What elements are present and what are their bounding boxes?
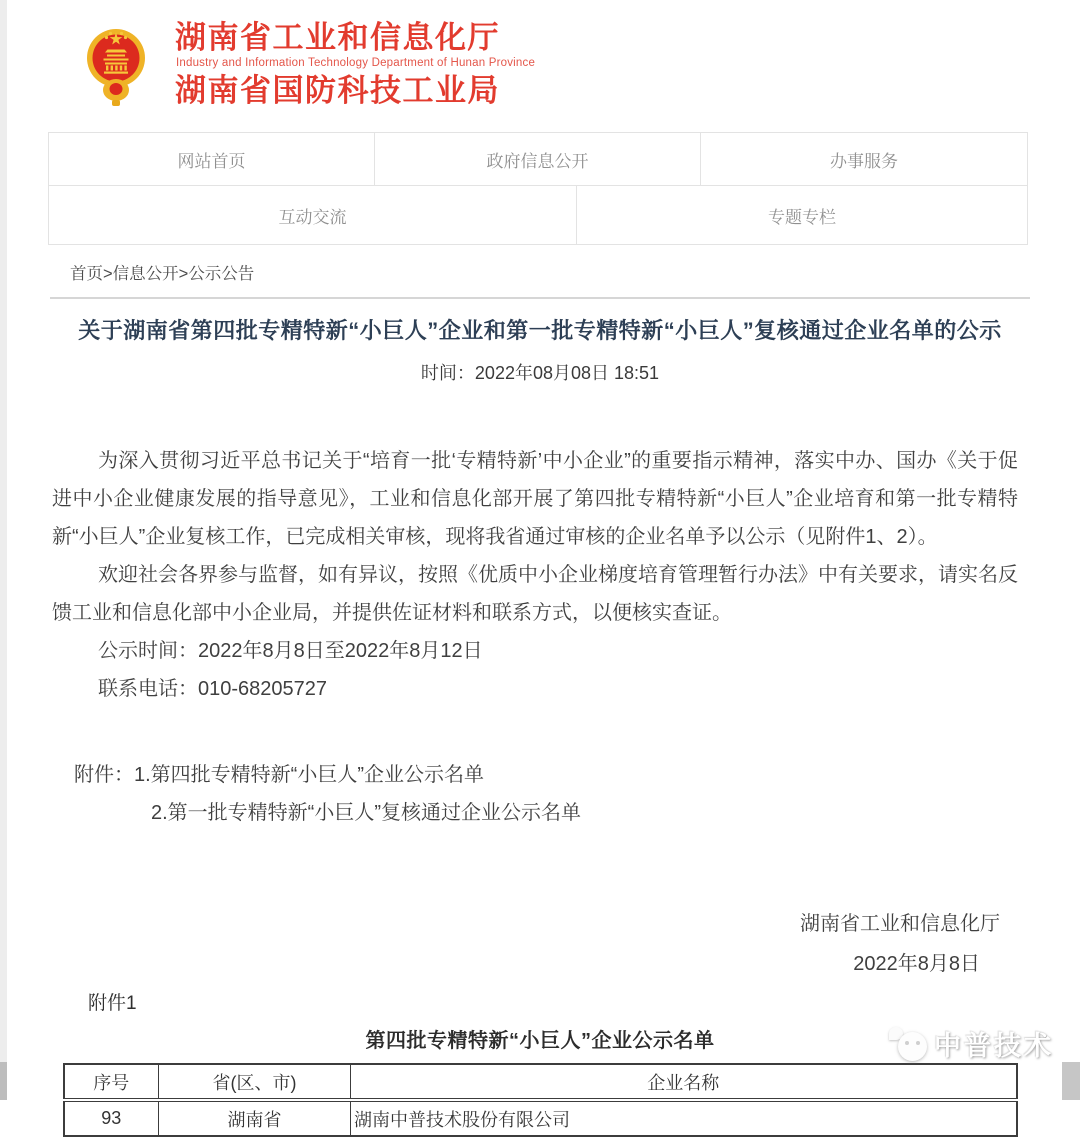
main-nav [48,132,1028,245]
attachment-list [52,756,1018,832]
breadcrumb[interactable]: 首页>信息公开>公示公告 [70,265,255,283]
nav-row-2 [49,186,1027,245]
org-name-english: Industry and Information Technology Department of Hunan Province [176,56,536,69]
org-name-line1: 湖南省工业和信息化厅 [175,19,500,55]
cell-province: 湖南省 [159,1100,351,1136]
nav-item-services[interactable]: 办事服务 [829,151,898,171]
cell-index: 93 [64,1100,159,1136]
col-header-company: 企业名称 [351,1064,1017,1100]
org-name-line2: 湖南省国防科技工业局 [175,73,500,109]
nav-item-gov-info[interactable]: 政府信息公开 [375,133,701,185]
attachment-item-2: 2.第一批专精特新“小巨人”复核通过企业公示名单 [151,802,581,824]
table-title: 第四批专精特新“小巨人”企业公示名单 [365,1030,715,1052]
chat-bubble-logo-icon [889,1027,927,1061]
attachment-item-1: 附件：1.第四批专精特新“小巨人”企业公示名单 [74,764,484,786]
table-row [64,1100,1017,1136]
article-body [52,442,1028,984]
left-edge-block [0,1062,7,1100]
contact-phone: 联系电话：010-68205727 [98,678,328,700]
national-emblem-icon [85,20,147,108]
signature-block [52,904,1000,984]
col-header-index: 序号 [64,1064,159,1100]
table-header-row [64,1064,1017,1100]
watermark-text: 中普技术 [934,1031,1054,1061]
paragraph-1: 为深入贯彻习近平总书记关于“培育一批‘专精特新’中小企业”的重要指示精神，落实中办、国办《关于促进中小企业健康发展的指导意见》，工业和信息化部开展了第四批专精特新“小巨人”企业培育和第一批专精特新“小巨人”企业复核工作，已完成相关审核，现将我省通过审核的企业名单予以公示（见附件1、2）。 [52,450,1018,548]
col-header-province: 省(区、市) [159,1064,351,1100]
paragraph-2: 欢迎社会各界参与监督，如有异议，按照《优质中小企业梯度培育管理暂行办法》中有关要求，请实名反馈工业和信息化部中小企业局，并提供佐证材料和联系方式，以便核实查证。 [52,564,1018,624]
nav-item-home[interactable]: 网站首页 [49,133,375,185]
nav-item-special-columns[interactable]: 专题专栏 [768,207,837,227]
signature-org: 湖南省工业和信息化厅 [800,913,1000,935]
page-title: 关于湖南省第四批专精特新“小巨人”企业和第一批专精特新“小巨人”复核通过企业名单的公示 [78,318,1002,343]
company-table [63,1063,1018,1137]
attachment1-label: 附件1 [88,993,137,1014]
nav-row-1 [49,133,1027,186]
publish-time: 时间：2022年08月08日 18:51 [420,363,660,383]
breadcrumb-bar [50,245,1030,299]
signature-date: 2022年8月8日 [853,953,980,975]
page-left-edge [0,0,7,1100]
nav-item-interaction[interactable]: 互动交流 [49,186,577,244]
cell-company-name: 湖南中普技术股份有限公司 [351,1100,1017,1136]
watermark [889,1024,1054,1063]
site-header [0,0,1080,128]
org-titles [175,19,536,109]
right-edge-block [1062,1062,1080,1100]
publicity-period: 公示时间：2022年8月8日至2022年8月12日 [98,640,483,662]
